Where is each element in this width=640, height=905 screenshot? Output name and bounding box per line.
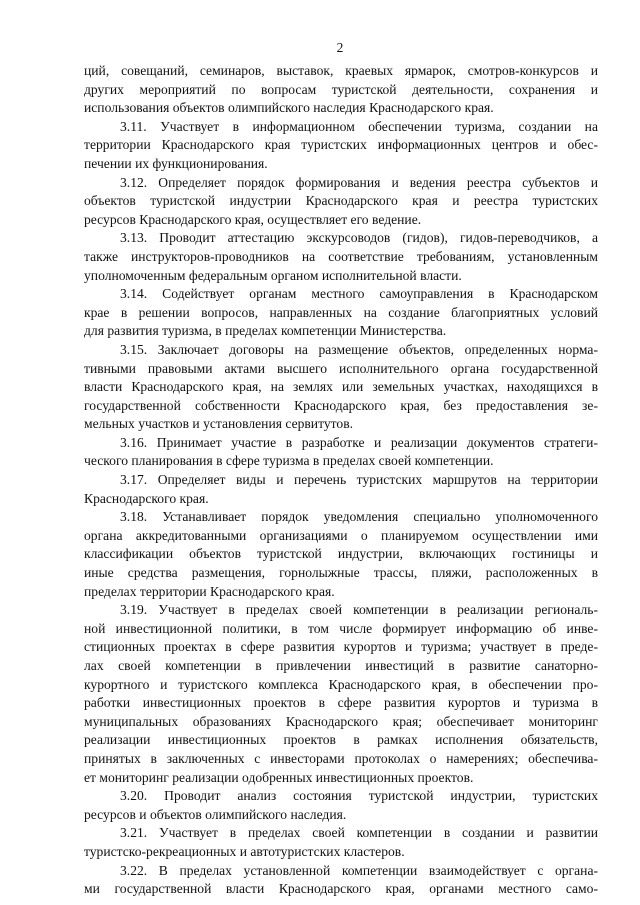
text-line: 3.20. Проводит анализ состояния туристской индустрии, туристских (120, 788, 598, 804)
text-line: принятых в заключенных с инвесторами протоколах о намерениях; обеспечива- (84, 750, 598, 766)
text-line: ческого планирования в сфере туризма в пределах своей компетенции. (84, 453, 494, 469)
text-line: ресурсов Краснодарского края, осуществляет его ведение. (84, 211, 422, 227)
text-line: муниципальных образованиях Краснодарского края; обеспечивает мониторинг (84, 713, 598, 729)
text-line: ет мониторинг реализации одобренных инвестиционных проектов. (84, 769, 474, 785)
text-line: курортного и туристского комплекса Краснодарского края, в обеспечении про- (84, 676, 598, 692)
document-body (84, 62, 598, 899)
text-line: крае в решении вопросов, направленных на создание благоприятных условий (84, 304, 598, 320)
text-line: мельных участков и установления сервитутов. (84, 416, 354, 432)
text-line: 3.17. Определяет виды и перечень туристских маршрутов на территории (120, 472, 598, 488)
text-line: иные средства размещения, горнолыжные трассы, пляжи, расположенных в (84, 565, 598, 581)
text-line: 3.19. Участвует в пределах своей компетенции в реализации региональ- (120, 602, 598, 618)
text-line: органа аккредитованными организациями о планируемом осуществлении ими (84, 527, 598, 543)
text-line: туристско-рекреационных и автотуристских кластеров. (84, 843, 405, 859)
text-line: также инструкторов-проводников на соответствие требованиям, установленным (84, 248, 598, 264)
text-line: ций, совещаний, семинаров, выставок, краевых ярмарок, смотров-конкурсов и (84, 63, 598, 78)
text-line: Краснодарского края. (84, 490, 209, 506)
text-line: использования объектов олимпийского наследия Краснодарского края. (84, 100, 494, 116)
text-line: для развития туризма, в пределах компетенции Министерства. (84, 323, 447, 339)
text-line: 3.14. Содействует органам местного самоуправления в Краснодарском (120, 286, 598, 302)
text-line: тивными правовыми актами высшего исполнительного органа государственной (84, 360, 598, 376)
text-line: 3.11. Участвует в информационном обеспечении туризма, создании на (120, 118, 598, 134)
text-line: 3.21. Участвует в пределах своей компетенции в создании и развитии (120, 825, 598, 841)
text-line: 3.16. Принимает участие в разработке и реализации документов стратеги- (120, 434, 598, 450)
text-line: других мероприятий по вопросам туристской деятельности, сохранения и (84, 81, 598, 97)
page-number: 2 (336, 40, 344, 55)
text-line: лах своей компетенции в привлечении инвестиций в развитие санаторно- (84, 658, 598, 673)
text-line: власти Краснодарского края, на землях или земельных участках, находящихся в (84, 379, 598, 395)
text-line: реализации инвестиционных проектов в рамках исполнения обязательств, (84, 732, 598, 748)
text-line: ми государственной власти Краснодарского края, органами местного само- (84, 881, 598, 897)
text-line: государственной собственности Краснодарского края, без предоставления зе- (84, 397, 598, 413)
text-line: 3.13. Проводит аттестацию экскурсоводов (гидов), гидов-переводчиков, а (120, 230, 598, 246)
text-line: стиционных проектах в сфере развития курортов и туризма; участвует в преде- (84, 639, 598, 655)
text-line: объектов туристской индустрии Краснодарского края и реестра туристских (84, 193, 598, 209)
text-line: классификации объектов туристской индустрии, включающих гостиницы и (84, 546, 598, 562)
text-line: 3.22. В пределах установленной компетенции взаимодействует с органа- (120, 862, 598, 878)
text-line: ресурсов и объектов олимпийского наследия. (84, 806, 347, 822)
text-line: ной инвестиционной политики, в том числе формирует информацию об инве- (84, 620, 598, 636)
text-line: пределах территории Краснодарского края. (84, 583, 335, 599)
text-line: 3.15. Заключает договоры на размещение объектов, определенных норма- (120, 341, 598, 357)
text-line: территории Краснодарского края туристских информационных центров и обес- (84, 137, 598, 153)
text-line: уполномоченным федеральным органом исполнительной власти. (84, 267, 462, 283)
text-line: работки инвестиционных проектов в сфере развития курортов и туризма в (84, 695, 598, 711)
text-line: 3.12. Определяет порядок формирования и ведения реестра субъектов и (120, 174, 598, 190)
text-line: 3.18. Устанавливает порядок уведомления специально уполномоченного (120, 509, 598, 525)
text-line: печении их функционирования. (84, 155, 268, 171)
